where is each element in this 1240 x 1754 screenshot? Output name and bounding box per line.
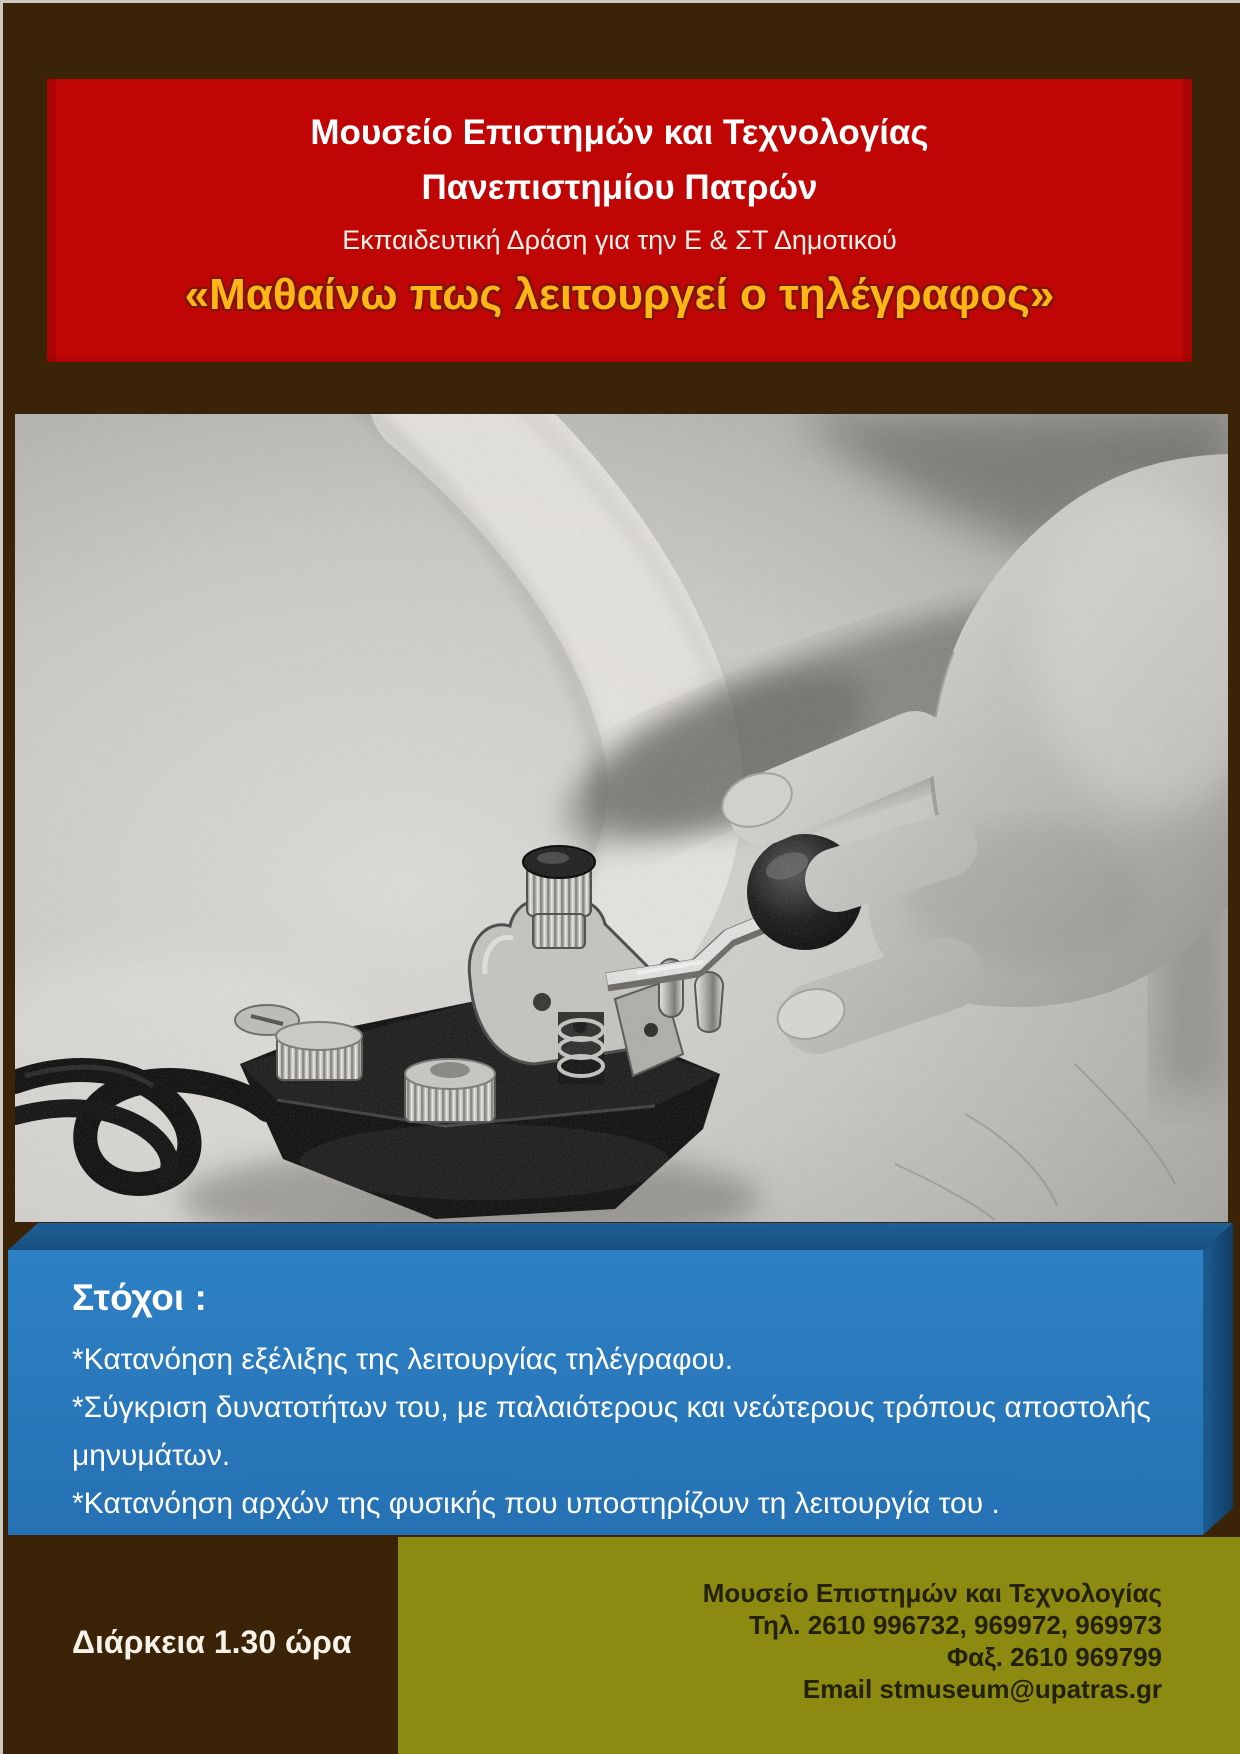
goals-box	[8, 1250, 1203, 1535]
header-block	[47, 79, 1192, 362]
goals-box-right-bevel	[1203, 1223, 1233, 1535]
goal-line-3: *Κατανόηση αρχών της φυσικής που υποστηρίζουν τη λειτουργία του .	[72, 1487, 1000, 1520]
contact-fax: Φαξ. 2610 969799	[946, 1642, 1162, 1672]
goal-line-1: *Κατανόηση εξέλιξης της λειτουργίας τηλέγραφου.	[72, 1343, 734, 1376]
goals-heading: Στόχοι :	[72, 1277, 207, 1318]
museum-title-line1: Μουσείο Επιστημών και Τεχνολογίας	[310, 113, 929, 152]
header-subtitle: Εκπαιδευτική Δράση για την Ε & ΣΤ Δημοτικού	[342, 225, 897, 255]
contact-lines	[703, 1577, 1162, 1705]
duration-label: Διάρκεια 1.30 ώρα	[72, 1624, 352, 1660]
museum-title-line2: Πανεπιστημίου Πατρών	[421, 168, 818, 207]
telegraph-photo	[15, 414, 1228, 1222]
goal-line-2: *Σύγκριση δυνατοτήτων του, με παλαιότερους και νεώτερους τρόπους αποστολής	[72, 1391, 1151, 1424]
goal-line-2-continued: μηνυμάτων.	[72, 1439, 231, 1472]
page-edge-top	[0, 0, 1240, 3]
contact-phone: Τηλ. 2610 996732, 969972, 969973	[749, 1610, 1162, 1640]
contact-museum-name: Μουσείο Επιστημών και Τεχνολογίας	[702, 1578, 1162, 1608]
contact-email: Email stmuseum@upatras.gr	[802, 1674, 1162, 1704]
contact-block	[398, 1537, 1240, 1754]
page-edge-left	[0, 0, 3, 1754]
goals-box-top-bevel	[8, 1223, 1233, 1250]
telegraph-photo-art	[15, 414, 1228, 1222]
headline-title: «Μαθαίνω πως λειτουργεί ο τηλέγραφος»	[184, 270, 1055, 319]
